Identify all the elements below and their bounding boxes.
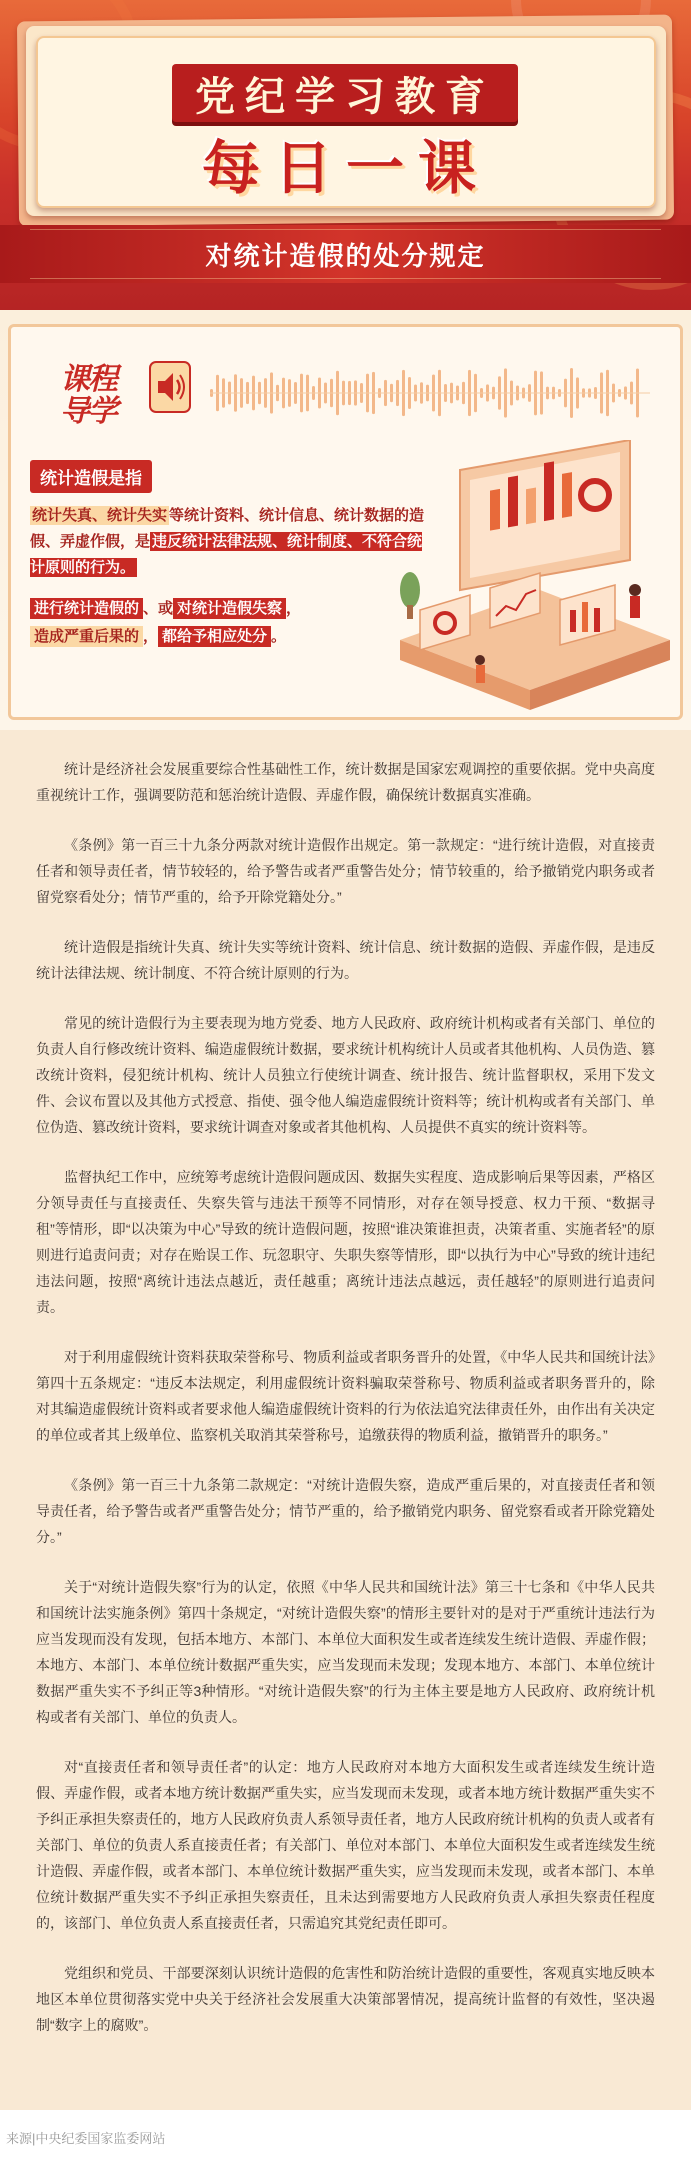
article-paragraph: 统计是经济社会发展重要综合性基础性工作，统计数据是国家宏观调控的重要依据。党中央高度重视统计工作，强调要防范和惩治统计造假、弄虚作假，确保统计数据真实准确。 [36,761,655,803]
article-body [0,730,691,2110]
penalty-highlight-red: 进行统计造假的 [30,598,143,619]
penalty-text-part: ， [143,628,159,645]
definition-highlight-red: 违反统计法律法规、统计制度、不符合统计原则的行为。 [30,533,423,576]
header-banner [0,0,691,310]
definition-box [30,460,430,651]
penalty-text-part: 、或 [143,600,174,617]
article-paragraph: 对“直接责任者和领导责任者”的认定：地方人民政府对本地方大面积发生或者连续发生统计造假、弄虚作假，或者本地方统计数据严重失实，应当发现而未发现，或者本地方统计数据严重失实不予纠正承担失察责任的，地方人民政府负责人系领导责任者，地方人民政府统计机构的负责人或者有关部门、单位的负责人系直接责任者；有关部门、单位对本部门、本单位大面积发生或者连续发生统计造假、弄虚作假，或者本部门、本单位统计数据严重失实，应当发现而未发现，或者本部门、本单位统计数据严重失实不予纠正承担失察责任，且未达到需要地方人民政府负责人承担失察责任程度的，该部门、单位负责人系直接责任者，只需追究其党纪责任即可。 [36,1759,655,1931]
article-subtitle: 对统计造假的处分规定 [205,240,486,271]
article-paragraph: 对于利用虚假统计资料获取荣誉称号、物质利益或者职务晋升的处置，《中华人民共和国统计法》第四十五条规定：“违反本法规定，利用虚假统计资料骗取荣誉称号、物质利益或者职务晋升的，除对其编造虚假统计资料或者要求他人编造虚假统计资料的行为依法追究法律责任外，由作出有关决定的单位或者其上级单位、监察机关取消其荣誉称号，追缴获得的物质利益，撤销晋升的职务。” [36,1349,655,1443]
article-paragraph: 常见的统计造假行为主要表现为地方党委、地方人民政府、政府统计机构或者有关部门、单位的负责人自行修改统计资料、编造虚假统计数据，要求统计机构统计人员或者其他机构、人员伪造、篡改统计资料，侵犯统计机构、统计人员独立行使统计调查、统计报告、统计监督职权，采用下发文件、会议布置以及其他方式授意、指使、强令他人编造虚假统计资料等；统计机构或者有关部门、单位伪造、篡改统计资料，要求统计调查对象或者其他机构、人员提供不真实的统计资料等。 [36,1015,655,1135]
article-paragraph: 监督执纪工作中，应统筹考虑统计造假问题成因、数据失实程度、造成影响后果等因素，严格区分领导责任与直接责任、失察失管与违法干预等不同情形，对存在领导授意、权力干预、“数据寻租”等情形，即“以决策为中心”导致的统计造假问题，按照“谁决策谁担责，决策者重、实施者轻”的原则进行追责问责；对存在贻误工作、玩忽职守、失职失察等情形，即“以执行为中心”导致的统计违纪违法问题，按照“离统计违法点越近，责任越重；离统计违法点越远，责任越轻”的原则进行追责问责。 [36,1169,655,1315]
definition-title: 统计造假是指 [30,460,152,493]
definition-highlight: 统计失真、统计失实 [32,507,168,524]
lesson-panel [0,310,691,730]
penalty-text [30,595,430,651]
article-paragraph: 关于“对统计造假失察”行为的认定，依照《中华人民共和国统计法》第三十七条和《中华人民共和国统计法实施条例》第四十条规定，“对统计造假失察”的情形主要针对的是对于严重统计违法行为应当发现而没有发现，包括本地方、本部门、本单位大面积发生或者连续发生统计造假、弄虚作假；本地方、本部门、本单位统计数据严重失实，应当发现而未发现；发现本地方、本部门、本单位统计数据严重失实不予纠正等3种情形。“对统计造假失察”的行为主体主要是地方人民政府、政府统计机构或者有关部门、单位的负责人。 [36,1579,655,1725]
definition-text-part: 等统计资料、统计信息、统计数据的造假、弄虚作假，是 [30,507,425,550]
page-title-secondary: 每日一课 [201,134,490,202]
penalty-text-part: 。 [271,628,287,645]
article-paragraph: 统计造假是指统计失真、统计失实等统计资料、统计信息、统计数据的造假、弄虚作假，是违反统计法律法规、统计制度、不符合统计原则的行为。 [36,939,655,981]
source-footer: 来源|中央纪委国家监委网站 [0,2110,691,2167]
lesson-logo-line2: 导学 [60,394,116,429]
isometric-dashboard-illustration [380,440,680,720]
penalty-text-part: ， [286,600,302,617]
article-paragraph: 《条例》第一百三十九条第二款规定：“对统计造假失察，造成严重后果的，对直接责任者和领导责任者，给予警告或者严重警告处分；情节严重的，给予撤销党内职务、留党察看或者开除党籍处分。” [36,1477,655,1545]
speaker-icon [148,360,192,414]
article-paragraph: 《条例》第一百三十九条分两款对统计造假作出规定。第一款规定：“进行统计造假，对直接责任者和领导责任者，情节较轻的，给予警告或者严重警告处分；情节较重的，给予撤销党内职务或者留党察看处分；情节严重的，给予开除党籍处分。” [36,837,655,905]
penalty-highlight-red: 对统计造假失察 [173,598,286,619]
penalty-highlight-red: 都给予相应处分 [158,626,271,647]
page-title: 党纪学习教育 [172,64,518,122]
sound-wave-graphic [210,348,650,438]
lesson-logo-line1: 课程 [60,362,116,397]
definition-text [30,503,430,581]
article-paragraph: 党组织和党员、干部要深刻认识统计造假的危害性和防治统计造假的重要性，客观真实地反映本地区本单位贯彻落实党中央关于经济社会发展重大决策部署情况，提高统计监督的有效性，坚决遏制“数字上的腐败”。 [36,1965,655,2033]
penalty-highlight: 造成严重后果的 [30,626,143,647]
